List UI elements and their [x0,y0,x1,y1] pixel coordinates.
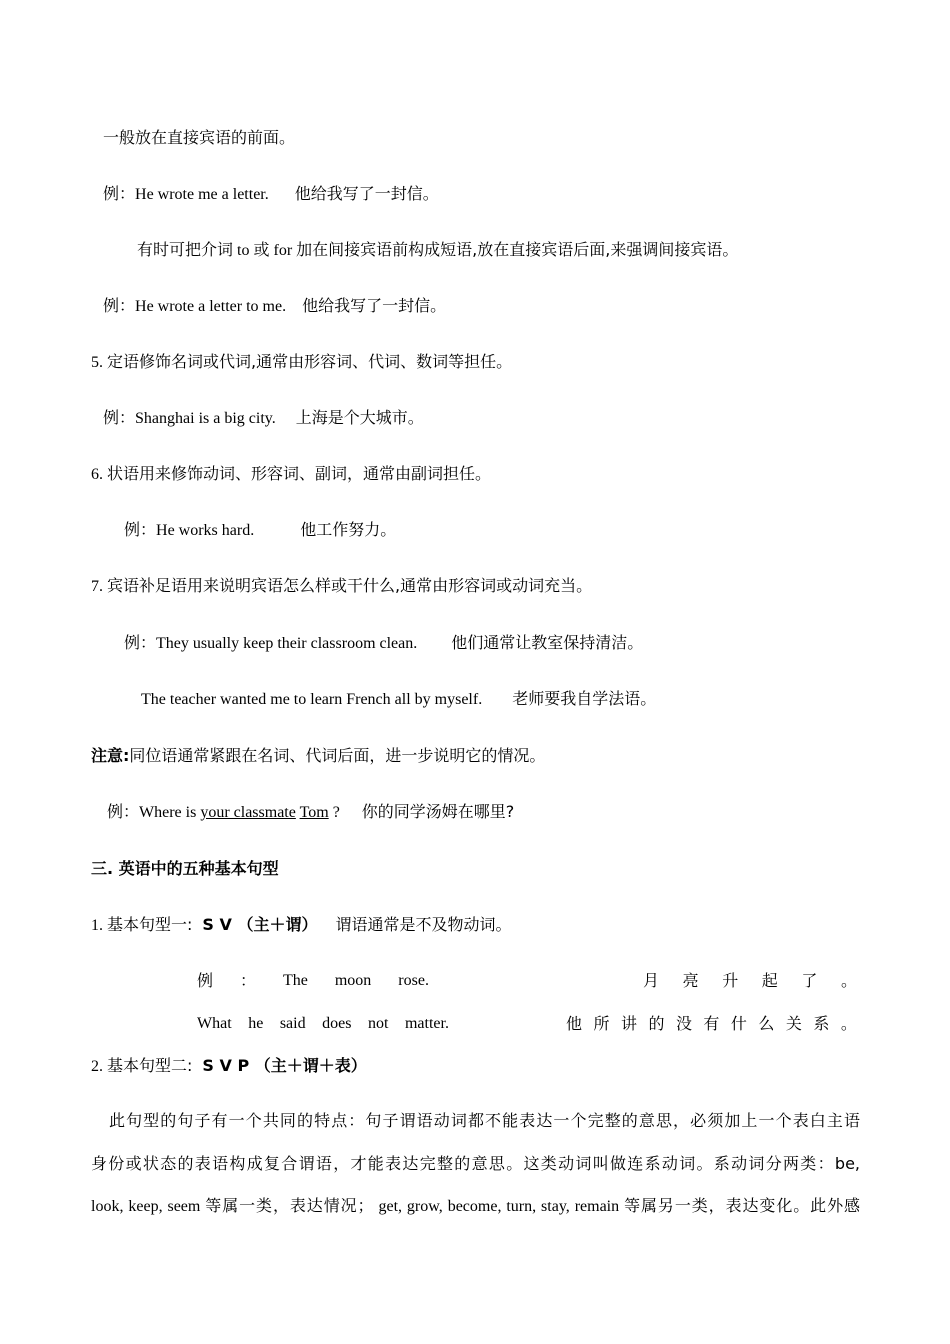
english-sentence: He wrote a letter to me. [135,298,287,315]
english-sentence: He works hard. [156,522,255,539]
text: for [273,242,293,259]
example-line [103,407,424,430]
text: 等属另一类，表达变化。此外感 [624,1196,860,1215]
word: The [283,972,308,989]
pattern-formula: S V （主＋谓） [202,915,318,934]
char: 什 [730,1014,747,1033]
pattern-formula: S V P （主＋谓＋表） [202,1056,367,1075]
english-sentence: The teacher wanted me to learn French all by myself. [141,691,483,708]
word: he [248,1015,264,1032]
example-line [124,519,396,542]
punctuation: ? [332,804,340,821]
item-number: 1. [91,917,103,934]
text: 或 [253,240,270,259]
char: 么 [758,1014,775,1033]
example-label: 例： [107,802,140,821]
english-sentence: They usually keep their classroom clean. [156,635,418,652]
text-line [91,463,491,486]
pattern-line [91,1055,367,1078]
example-words [197,1013,449,1035]
char: 有 [703,1014,720,1033]
note-line [91,745,545,768]
text: 同位语通常紧跟在名词、代词后面，进一步说明它的情况。 [129,746,546,765]
text-line [103,127,295,150]
english-text: Where is [139,804,197,821]
paragraph-line [91,1185,860,1228]
english-sentence: He wrote me a letter. [135,186,269,203]
pattern-label: 基本句型二: [107,1056,193,1075]
example-translation [643,970,857,992]
english-sentence: Shanghai is a big city. [135,410,276,427]
text: 宾语补足语用来说明宾语怎么样或干什么,通常由形容词或动词充当。 [107,576,593,595]
chinese-translation: 你的同学汤姆在哪里? [361,802,515,821]
text-line [137,239,738,262]
pattern-label: 基本句型一: [107,915,193,934]
example-label: 例： [124,520,157,539]
text: 此句型的句子有一个共同的特点：句子谓语动词都不能表达一个完整的意思，必须加上一个表白主语 [109,1111,860,1130]
item-number: 7. [91,578,103,595]
char: 的 [648,1014,665,1033]
example-words [197,970,429,992]
text: to [237,242,250,259]
char: 升 [722,971,739,990]
char: 系 [813,1014,830,1033]
example-line [103,295,446,318]
text: 谓语通常是不及物动词。 [335,915,512,934]
char: 了 [801,971,818,990]
section-heading [91,858,279,881]
chinese-translation: 他给我写了一封信。 [302,296,447,315]
underlined-noun: your classmate [200,804,296,821]
text: 加在间接宾语前构成短语,放在直接宾语后面,来强调间接宾语。 [296,240,739,259]
word: What [197,1015,232,1032]
text: 状语用来修饰动词、形容词、副词，通常由副词担任。 [107,464,492,483]
chinese-translation: 他们通常让教室保持清洁。 [451,633,644,652]
word: not [368,1015,389,1032]
char: 没 [675,1014,692,1033]
chinese-translation: 他工作努力。 [300,520,397,539]
text: get, grow, become, turn, stay, remain [378,1198,620,1215]
char: 他 [566,1014,583,1033]
example-label: 例： [103,296,136,315]
example-label: 例： [103,408,136,427]
underlined-appositive: Tom [299,804,329,821]
chinese-translation: 老师要我自学法语。 [512,689,657,708]
text: look, keep, seem [91,1198,201,1215]
char: 讲 [620,1014,637,1033]
char: 关 [785,1014,802,1033]
example-line [141,688,656,711]
word: does [322,1015,352,1032]
example-line [103,183,439,206]
char: 起 [761,971,778,990]
example-line [124,632,643,655]
pattern-line [91,914,511,937]
word: said [279,1015,306,1032]
char: 。 [840,971,857,990]
example-translation [566,1013,857,1035]
word: ： [240,971,257,990]
item-number: 2. [91,1058,103,1075]
note-label: 注意: [91,746,130,765]
word: matter. [404,1015,449,1032]
word: 例 [197,971,214,990]
text: 等属一类，表达情况； [205,1196,374,1215]
chinese-translation: 他给我写了一封信。 [294,184,439,203]
word: rose. [398,972,429,989]
paragraph-line [91,1100,860,1142]
example-label: 例： [103,184,136,203]
char: 。 [840,1014,857,1033]
char: 所 [593,1014,610,1033]
text-line [91,351,512,374]
text: 有时可把介词 [137,240,234,259]
heading-text: 三. 英语中的五种基本句型 [91,859,279,878]
example-label: 例： [124,633,157,652]
word: moon [334,972,372,989]
example-line [107,801,514,824]
text: 身份或状态的表语构成复合谓语，才能表达完整的意思。这类动词叫做连系动词。系动词分两类：be, [91,1154,860,1173]
text: 一般放在直接宾语的前面。 [103,128,296,147]
chinese-translation: 上海是个大城市。 [295,408,424,427]
char: 月 [643,971,660,990]
text-line [91,575,592,598]
item-number: 5. [91,354,103,371]
text: 定语修饰名词或代词,通常由形容词、代词、数词等担任。 [107,352,513,371]
item-number: 6. [91,466,103,483]
char: 亮 [682,971,699,990]
paragraph-line [91,1143,860,1185]
